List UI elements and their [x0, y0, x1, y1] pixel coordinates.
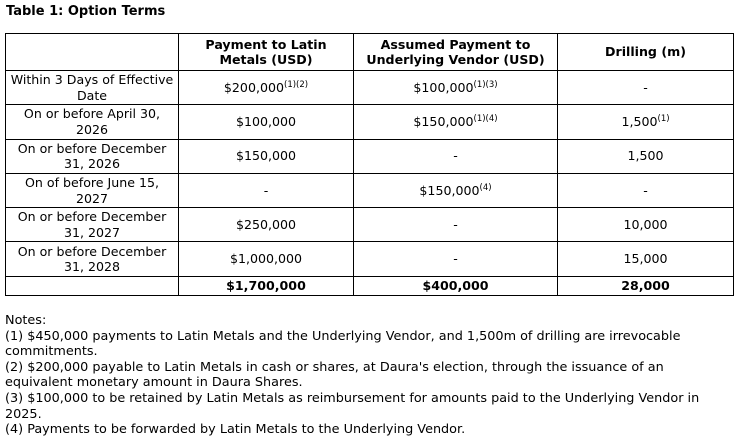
cell-value: $150,000: [419, 182, 480, 198]
cell-value: -: [453, 217, 458, 233]
row-payment-cell: [179, 208, 354, 242]
row-period-line: On or before April 30,: [23, 106, 161, 122]
row-period-cell: [6, 242, 179, 276]
row-period-cell: [6, 208, 179, 242]
table-row: [6, 208, 734, 242]
cell-value: $100,000: [235, 114, 297, 130]
row-drilling-cell: [558, 208, 734, 242]
notes-heading: Notes:: [5, 313, 47, 328]
row-period-line: Within 3 Days of Effective: [10, 72, 174, 88]
row-drilling-cell: [558, 242, 734, 276]
header-cell-assumed: [354, 34, 558, 71]
footnote-ref: (1)(4): [473, 114, 498, 125]
row-period-line: 31, 2026: [63, 156, 121, 172]
header-line: Assumed Payment to: [380, 36, 531, 52]
cell-value: 1,500: [627, 148, 664, 164]
row-drilling-cell: [558, 105, 734, 139]
cell-value: -: [453, 148, 458, 164]
row-period-cell: [6, 139, 179, 173]
cell-value: $150,000: [413, 114, 474, 130]
cell-value: 10,000: [623, 217, 668, 233]
row-payment-cell: [179, 242, 354, 276]
totals-label: [6, 276, 179, 295]
row-period-line: 31, 2028: [63, 259, 121, 275]
row-period-cell: [6, 71, 179, 105]
table-row: [6, 139, 734, 173]
note-line: (3) $100,000 to be retained by Latin Metals as reimbursement for amounts paid to the Underlying Vendor in: [5, 390, 700, 406]
header-cell-payment: [179, 34, 354, 71]
row-assumed-cell: [354, 208, 558, 242]
footnote-ref: (1)(2): [284, 79, 309, 90]
header-line: Drilling (m): [605, 44, 686, 60]
note-line: (4) Payments to be forwarded by Latin Metals to the Underlying Vendor.: [5, 422, 466, 438]
row-assumed-cell: [354, 139, 558, 173]
totals-payment: $1,700,000: [179, 276, 354, 295]
note-line: equivalent monetary amount in Daura Shares.: [5, 375, 303, 391]
cell-value: 15,000: [623, 251, 668, 267]
row-period-line: On of before June 15,: [24, 175, 160, 191]
table-row: [6, 71, 734, 105]
totals-assumed: $400,000: [354, 276, 558, 295]
row-period-line: 2027: [75, 190, 109, 206]
header-cell-drilling: [558, 34, 734, 71]
row-payment-cell: [179, 71, 354, 105]
row-drilling-cell: [558, 173, 734, 207]
row-assumed-cell: [354, 105, 558, 139]
table-title: Table 1: Option Terms: [6, 4, 166, 19]
cell-value: $150,000: [235, 148, 297, 164]
note-line: (2) $200,000 payable to Latin Metals in cash or shares, at Daura's election, through the issuance of an: [5, 359, 664, 375]
row-period-line: 31, 2027: [63, 224, 121, 240]
row-period-cell: [6, 173, 179, 207]
row-payment-cell: [179, 173, 354, 207]
note-line: (1) $450,000 payments to Latin Metals and the Underlying Vendor, and 1,500m of drilling are irrevocable: [5, 328, 681, 344]
totals-drilling: 28,000: [558, 276, 734, 295]
cell-value: -: [643, 79, 648, 95]
cell-value: -: [453, 251, 458, 267]
cell-value: $1,000,000: [229, 251, 303, 267]
cell-value: 1,500: [621, 114, 658, 130]
row-drilling-cell: [558, 71, 734, 105]
table-row: [6, 105, 734, 139]
header-line: Metals (USD): [219, 52, 313, 67]
notes-section: [5, 313, 739, 438]
header-line: Underlying Vendor (USD): [366, 52, 545, 67]
note-line: 2025.: [5, 406, 42, 422]
row-assumed-cell: [354, 71, 558, 105]
cell-value: $200,000: [223, 79, 284, 95]
row-period-line: On or before December: [17, 140, 167, 156]
row-period-line: Date: [76, 87, 108, 103]
row-payment-cell: [179, 105, 354, 139]
header-cell-period: [6, 34, 179, 71]
table-row: [6, 242, 734, 276]
row-period-line: On or before December: [17, 243, 167, 259]
footnote-ref: (1)(3): [473, 79, 498, 90]
cell-value: -: [263, 182, 269, 198]
row-assumed-cell: [354, 242, 558, 276]
option-terms-table: [5, 33, 734, 296]
cell-value: $100,000: [413, 79, 474, 95]
header-line: Payment to Latin: [205, 36, 327, 52]
row-period-line: On or before December: [17, 209, 167, 225]
row-payment-cell: [179, 139, 354, 173]
row-assumed-cell: [354, 173, 558, 207]
row-period-line: 2026: [75, 121, 109, 137]
row-drilling-cell: [558, 139, 734, 173]
footnote-ref: (1): [657, 114, 670, 125]
cell-value: -: [643, 182, 648, 198]
cell-value: $250,000: [235, 217, 297, 233]
table-header-row: [6, 34, 734, 71]
note-line: commitments.: [5, 344, 98, 360]
table-row: [6, 173, 734, 207]
footnote-ref: (4): [479, 182, 492, 193]
totals-row: [6, 276, 734, 295]
row-period-cell: [6, 105, 179, 139]
